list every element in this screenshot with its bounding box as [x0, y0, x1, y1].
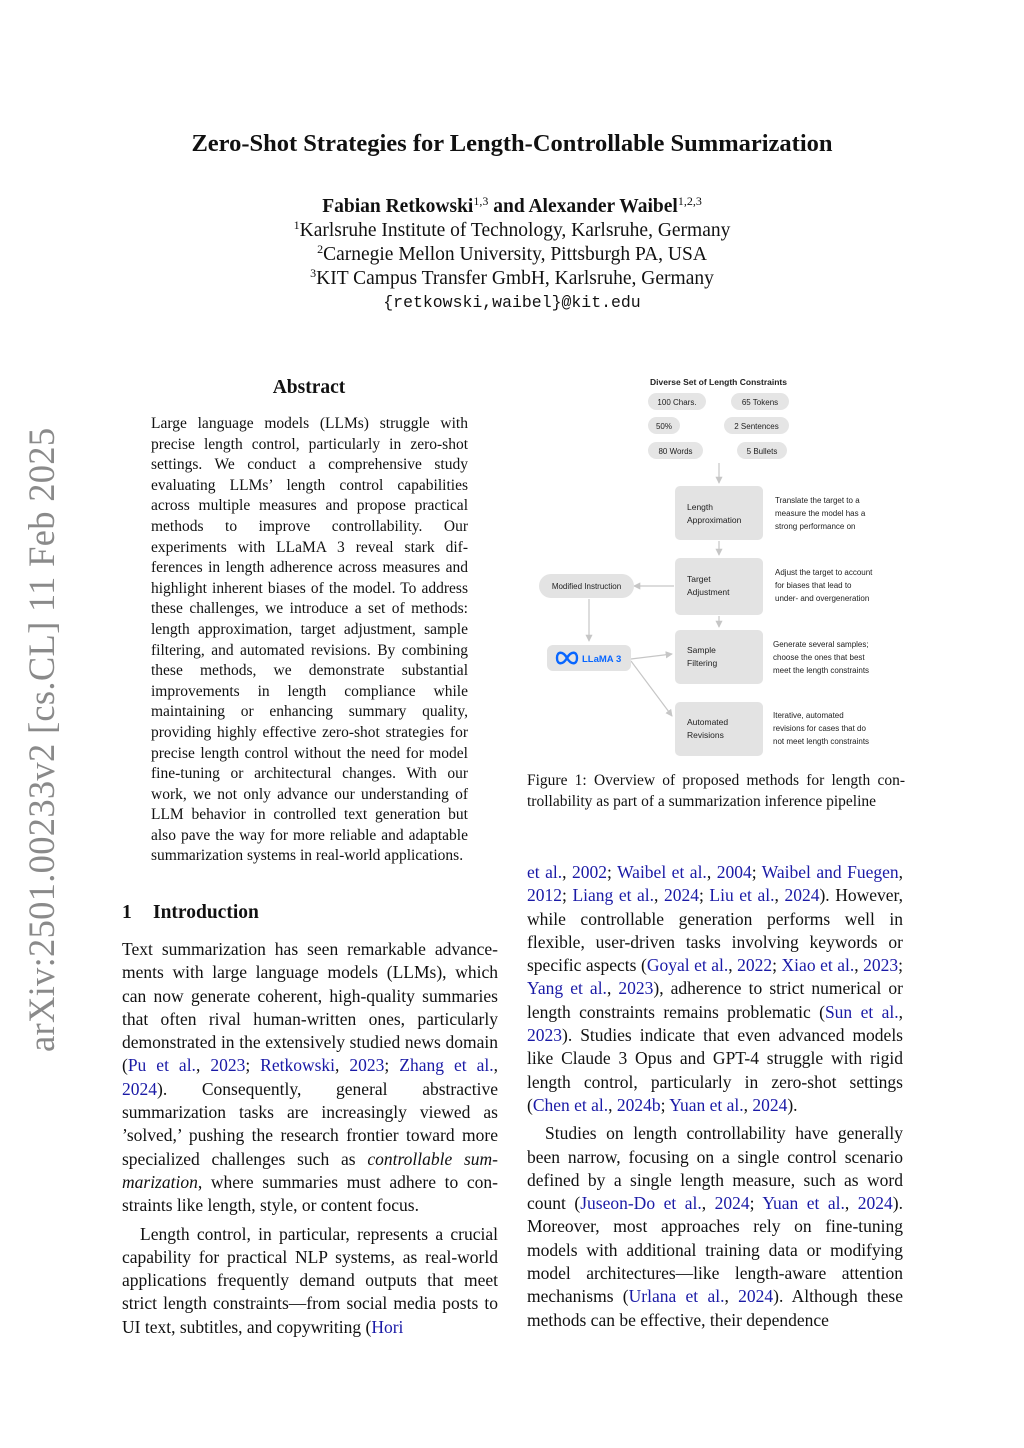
length-constraint-chip [724, 417, 789, 434]
step-description: strong performance on [775, 522, 856, 531]
citation-link[interactable]: Juseon-Do et al. [580, 1193, 702, 1214]
step-label: Approximation [687, 515, 742, 525]
right-column [527, 861, 903, 1332]
author-line [0, 195, 1024, 219]
section-number: 1 [122, 902, 132, 923]
citation-link[interactable]: Liu et al. [709, 885, 775, 906]
text-run: , where summaries must adhere to constraints like length, style, or content focus. [122, 1171, 498, 1216]
step-description: choose the ones that best [773, 653, 865, 662]
text-run: Text summarization has seen remarkable advancements with large language models (LLMs), which can now generate coherent, high-quality summaries that often rival human-written ones, particularly demonstrated in the extensively studied news domain ( [122, 939, 498, 1076]
citation-link[interactable]: 2023 [527, 1025, 562, 1046]
left-column [122, 938, 498, 1339]
citation-link[interactable]: Retkowski [260, 1055, 336, 1076]
citation-link[interactable]: 2024 [714, 1193, 750, 1214]
text-run: ; [698, 885, 710, 906]
step-description: not meet length constraints [773, 737, 870, 746]
step-label: Filtering [687, 658, 718, 668]
text-run: ), adherence to strict numerical or length constraints remains problematic ( [527, 978, 904, 1022]
author-affil-sup: 1,2,3 [677, 194, 702, 208]
chip-label: 80 Words [658, 447, 693, 456]
step-label: Adjustment [687, 587, 730, 597]
affiliation-3 [0, 267, 1024, 291]
text-run: ; [245, 1055, 261, 1076]
affil-text: Karlsruhe Institute of Technology, Karlsruhe, Germany [299, 220, 731, 241]
step-description: meet the length constraints [773, 666, 870, 675]
length-constraint-chip [648, 442, 703, 459]
affiliation-2 [0, 243, 1024, 267]
step-description: Translate the target to a [775, 496, 860, 505]
text-run: ; [607, 862, 618, 882]
text-run: , [701, 1193, 715, 1214]
citation-link[interactable]: Hori [371, 1316, 404, 1337]
figure-1-diagram [527, 369, 905, 764]
text-run: , [335, 1055, 350, 1076]
arxiv-stamp: arXiv:2501.00233v2 [cs.CL] 11 Feb 2025 [21, 427, 62, 1052]
text-run: ). Studies indicate that even advanced models like Claude 3 Opus and GPT-4 struggle with rigid length control, particularly in zero-shot settings ( [527, 1025, 903, 1115]
step-label: Sample [687, 645, 716, 655]
text-run: , [606, 978, 619, 999]
citation-link[interactable]: Waibel and Fuegen [761, 862, 899, 882]
affil-text: KIT Campus Transfer GmbH, Karlsruhe, Germany [316, 268, 714, 289]
figure-1-caption: Figure 1: Overview of proposed methods for length controllability as part of a summarization inference pipeline [527, 772, 905, 810]
section-heading [122, 902, 259, 924]
text-run: ). However, while controllable generation performs well in flexible, user-driven tasks involving keywords or specific aspects ( [527, 885, 904, 976]
citation-link[interactable]: 2022 [737, 955, 773, 976]
figure-header: Diverse Set of Length Constraints [650, 377, 787, 387]
length-constraint-chip [737, 442, 787, 459]
text-run: , [562, 862, 573, 882]
text-run: ; [562, 885, 573, 906]
citation-link[interactable]: 2023 [863, 955, 899, 976]
citation-link[interactable]: Yuan et al. [762, 1193, 845, 1214]
abstract-heading: Abstract [272, 377, 346, 398]
text-run: , [654, 885, 664, 906]
author-affil-sup: 1,3 [473, 194, 489, 208]
step-length-approximation [675, 486, 866, 540]
text-run: ; [660, 1094, 670, 1115]
paragraph [122, 938, 498, 1218]
affil-sup: 1 [293, 218, 300, 232]
text-run: ). Although these methods can be effective, their dependence [527, 1286, 904, 1330]
citation-link[interactable]: 2024 [857, 1193, 893, 1214]
affil-sup: 3 [310, 266, 317, 280]
citation-link[interactable]: 2024b [616, 1094, 661, 1115]
citation-link[interactable]: 2024 [752, 1094, 788, 1115]
chip-label: 2 Sentences [734, 422, 779, 431]
step-label: Automated [687, 717, 729, 727]
text-run: ; [749, 1193, 763, 1214]
author-block [0, 195, 1024, 315]
citation-link[interactable]: 2024 [784, 885, 820, 906]
citation-link[interactable]: Sun et al. [824, 1001, 899, 1022]
modified-instruction-node [539, 574, 634, 598]
step-label: Length [687, 502, 713, 512]
text-run: , [898, 1001, 903, 1022]
chip-label: 50% [655, 422, 673, 431]
citation-link[interactable]: 2023 [618, 978, 654, 999]
text-run: , [706, 862, 717, 882]
step-description: revisions for cases that do [773, 724, 866, 733]
text-run: , [493, 1055, 498, 1076]
citation-link[interactable]: 2002 [572, 862, 608, 882]
author-name: Fabian Retkowski [322, 196, 474, 217]
chip-label: 65 Tokens [741, 398, 779, 407]
citation-link[interactable]: Chen et al. [532, 1094, 609, 1115]
node-label: Modified Instruction [551, 582, 622, 591]
step-description: for biases that lead to [775, 581, 852, 590]
affiliation-1 [0, 219, 1024, 243]
paragraph [527, 1122, 903, 1332]
citation-link[interactable]: Yuan et al. [669, 1094, 744, 1115]
step-label: Target [687, 574, 711, 584]
figure-1 [527, 369, 905, 764]
length-constraint-chip [731, 393, 789, 410]
text-run: Studies on length controllability have generally been narrow, focusing on a single control scenario defined by a single length measure, such as word count ( [527, 1123, 903, 1214]
text-run: ). Moreover, most approaches rely on fine-tuning models with additional training data or modifying model architectures—like length-aware attention mechanisms ( [527, 1193, 903, 1307]
text-run: , [774, 885, 785, 906]
step-label: Revisions [687, 730, 724, 740]
citation-link[interactable]: 2024 [122, 1078, 157, 1099]
citation-link[interactable]: 2024 [738, 1286, 774, 1307]
section-title: Introduction [153, 902, 259, 923]
text-run: Length control, in particular, represents a crucial capability for practical NLP systems, as real-world applications frequently demand outputs that meet strict length constraints—from social media posts to UI text, subtitles, and copywriting ( [122, 1223, 498, 1337]
step-description: Adjust the target to account [775, 568, 873, 577]
text-run: , [195, 1055, 211, 1076]
citation-link[interactable]: 2012 [527, 885, 562, 906]
paragraph [527, 861, 903, 1117]
citation-link[interactable]: 2023 [210, 1055, 246, 1076]
paper-title: Zero-Shot Strategies for Length-Controllable Summarization [191, 130, 833, 157]
text-run: , [608, 1094, 617, 1115]
chip-label: 100 Chars. [657, 398, 697, 407]
author-name: Alexander Waibel [528, 196, 678, 217]
step-description: Iterative, automated [773, 711, 844, 720]
author-email: {retkowski,waibel}@kit.edu [383, 293, 641, 312]
step-sample-filtering [675, 630, 869, 684]
affil-sup: 2 [317, 242, 324, 256]
step-description: Generate several samples; [773, 640, 869, 649]
text-run: , [728, 955, 738, 976]
text-run: , [724, 1286, 739, 1307]
citation-link[interactable]: 2024 [663, 885, 699, 906]
text-run: , [844, 1193, 858, 1214]
citation-link[interactable]: Liang et al. [572, 885, 655, 906]
text-run: ; [898, 955, 904, 976]
text-run: ). Consequently, general abstractive summarization tasks are increasingly viewed as ’solved,’ pushing the research frontier toward more specialized challenges such as [122, 1078, 498, 1169]
citation-link[interactable]: 2023 [349, 1055, 385, 1076]
text-run: , [854, 955, 864, 976]
citation-link[interactable]: Waibel et al. [617, 862, 707, 882]
step-description: measure the model has a [775, 509, 866, 518]
text-run: ; [772, 955, 782, 976]
citation-link[interactable]: Xiao et al. [781, 955, 855, 976]
citation-link[interactable]: 2004 [716, 862, 752, 882]
text-run: ). [787, 1094, 798, 1115]
text-run: , [743, 1094, 753, 1115]
length-constraint-chip [648, 417, 680, 434]
text-run: ; [384, 1055, 400, 1076]
length-constraint-chip [648, 393, 706, 410]
citation-link[interactable]: Yang et al. [527, 978, 607, 999]
step-target-adjustment [675, 558, 873, 615]
citation-link[interactable]: Zhang et al. [399, 1055, 494, 1076]
chip-label: 5 Bullets [746, 447, 778, 456]
citation-link[interactable]: Urlana et al. [628, 1286, 725, 1307]
abstract-body: Large language models (LLMs) struggle with precise length control, particularly in zero-shot settings. We conduct a comprehensive study evaluating LLMs’ length control capabilities across multiple measures and propose practical methods to improve controllability. Our experiments with LLaMA 3 reveal stark differences in length adherence across measures and highlight inherent biases of the model. To address these challenges, we introduce a set of methods: length approximation, target adjustment, sample filtering, and automated revisions. By combining these methods, we demonstrate substantial improvements in length compliance while maintaining or enhancing summary quality, providing highly effective zero-shot strategies for precise length control without the need for model fine-tuning or architectural changes. With our work, we not only advance our understanding of LLM behavior in controlled text generation but also pave the way for more reliable and adaptable summarization systems in real-world applications. [151, 415, 468, 865]
paragraph [122, 1223, 498, 1339]
citation-link[interactable]: Goyal et al. [646, 955, 729, 976]
citation-link[interactable]: et al. [527, 862, 563, 882]
llama-model-node [547, 645, 631, 671]
author-conjunction: and [488, 196, 529, 217]
emphasis-text: controllable summarization [122, 1148, 498, 1192]
llama-label: LLaMA 3 [582, 654, 622, 665]
step-description: under- and overgeneration [775, 594, 870, 603]
text-run: ; [751, 862, 762, 882]
step-automated-revisions [675, 702, 869, 756]
text-run: , [898, 862, 904, 882]
citation-link[interactable]: Pu et al. [127, 1055, 196, 1076]
affil-text: Carnegie Mellon University, Pittsburgh PA, USA [323, 244, 707, 265]
